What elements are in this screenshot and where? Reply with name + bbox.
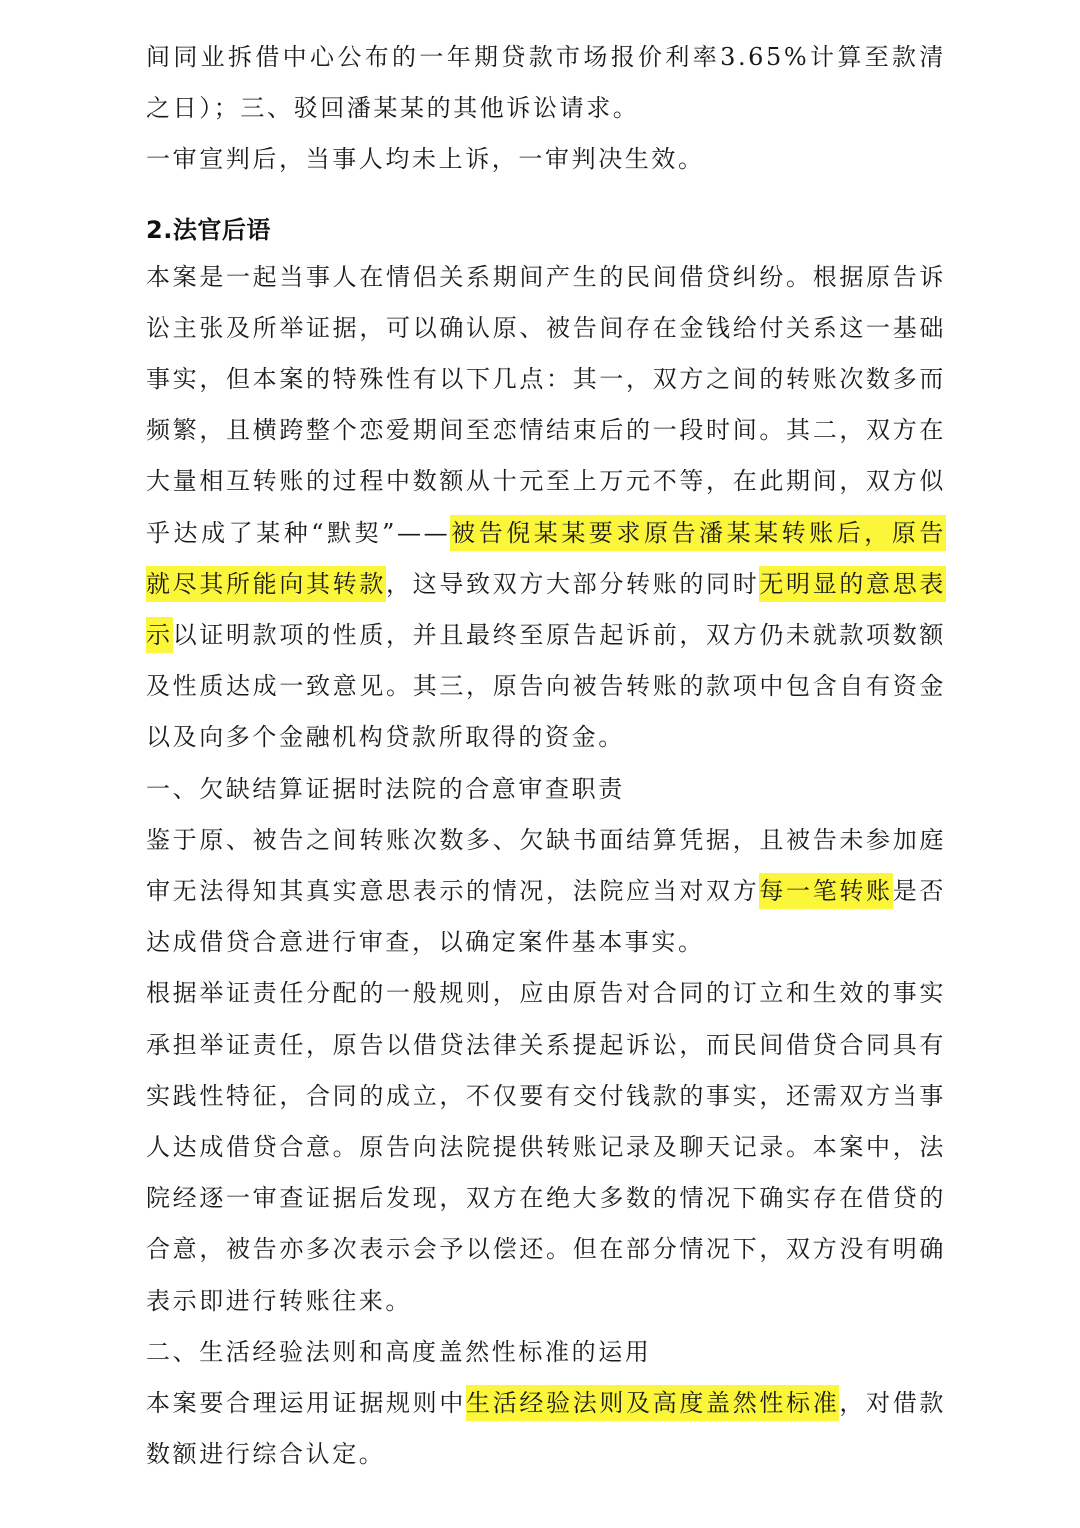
section2-text-1: 本案要合理运用证据规则中 [146, 1389, 467, 1418]
case-intro-paragraph [146, 252, 946, 764]
afterword-heading: 2.法官后语 [146, 215, 271, 244]
highlight-no-intent: 无明显的意思表示 [146, 566, 946, 653]
section1-text-1: 鉴于原、被告之间转账次数多、欠缺书面结算凭据，且被告未参加庭审无法得知其真实意思表示的情况，法院应当对双方 [146, 825, 946, 906]
intro-text-1: 本案是一起当事人在情侣关系期间产生的民间借贷纠纷。根据原告诉讼主张及所举证据，可以确认原、被告间存在金钱给付关系这一基础事实，但本案的特殊性有以下几点：其一，双方之间的转账次数多而频繁，且横跨整个恋爱期间至恋情结束后的一段时间。其二，双方在大量相互转账的过程中数额从十元至上万元不等，在此期间，双方似乎达成了某种“默契”—— [146, 262, 946, 547]
document-page [146, 32, 946, 1480]
highlight-each-transfer: 每一笔转账 [759, 873, 892, 909]
highlight-transfer-tacit: 被告倪某某要求原告潘某某转账后，原告就尽其所能向其转款 [146, 515, 946, 602]
section1-text-2: 是否达成借贷合意进行审查，以确定案件基本事实。 [146, 877, 946, 957]
section1-paragraph [146, 815, 946, 969]
section2-title: 二、生活经验法则和高度盖然性标准的运用 [146, 1337, 652, 1366]
highlight-experience-rule: 生活经验法则及高度盖然性标准 [466, 1385, 839, 1421]
burden-of-proof-paragraph: 根据举证责任分配的一般规则，应由原告对合同的订立和生效的事实承担举证责任，原告以借贷法律关系提起诉讼，而民间借贷合同具有实践性特征，合同的成立，不仅要有交付钱款的事实，还需双方当事人达成借贷合意。原告向法院提供转账记录及聊天记录。本案中，法院经逐一审查证据后发现，双方在绝大多数的情况下确实存在借贷的合意，被告亦多次表示会予以偿还。但在部分情况下，双方没有明确表示即进行转账往来。 [146, 979, 946, 1315]
judgment-effective-paragraph: 一审宣判后，当事人均未上诉，一审判决生效。 [146, 145, 705, 174]
intro-text-2: ，这导致双方大部分转账的同时 [386, 569, 760, 598]
section1-title: 一、欠缺结算证据时法院的合意审查职责 [146, 774, 625, 803]
section2-text-2: ，对借款数额进行综合认定。 [146, 1389, 946, 1469]
section2-paragraph [146, 1378, 946, 1480]
judgment-paragraph: 间同业拆借中心公布的一年期贷款市场报价利率3.65%计算至款清之日）；三、驳回潘某某的其他诉讼请求。 [146, 43, 946, 123]
intro-text-3: 以证明款项的性质，并且最终至原告起诉前，双方仍未就款项数额及性质达成一致意见。其三，原告向被告转账的款项中包含自有资金以及向多个金融机构贷款所取得的资金。 [146, 621, 946, 752]
